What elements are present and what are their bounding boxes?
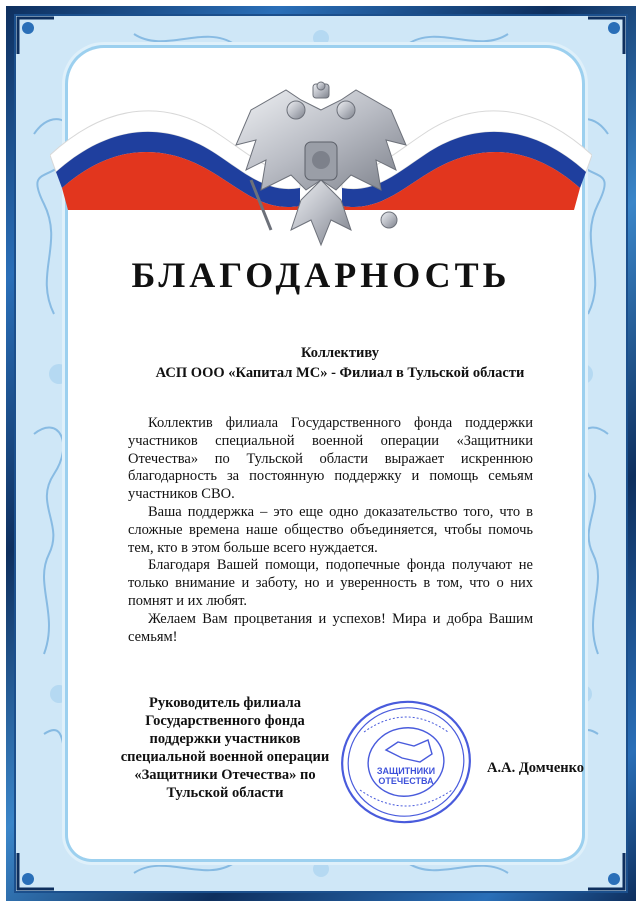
corner-ornament-top-right (582, 14, 628, 60)
signer-role-line: специальной военной операции (120, 749, 330, 765)
stamp-text-line-2: ОТЕЧЕСТВА (378, 776, 434, 786)
signer-name: А.А. Домченко (487, 760, 585, 776)
body-paragraphs (128, 415, 533, 646)
signer-role-line: «Защитники Отечества» по (134, 767, 316, 783)
signer-role-line: поддержки участников (149, 731, 301, 747)
signer-role (110, 694, 340, 802)
paragraph-2: Ваша поддержка – это еще одно доказательство того, что в сложные времена наше общество объединяется, чтобы помочь тем, кто в этом больше всего нуждается. (128, 503, 533, 556)
addressee-line-2: АСП ООО «Капитал МС» - Филиал в Тульской области (155, 365, 525, 381)
stamp-text-line-1: ЗАЩИТНИКИ (376, 766, 436, 776)
paragraph-3: Благодаря Вашей помощи, подопечные фонда получают не только внимание и заботу, но и уверенность в том, что о них помнят и их любят. (128, 557, 533, 609)
signer-role-line: Государственного фонда (145, 713, 305, 729)
signer-role-line: Тульской области (166, 785, 284, 801)
corner-ornament-bottom-right (582, 847, 628, 893)
signer-role-line: Руководитель филиала (148, 695, 302, 711)
document-title: БЛАГОДАРНОСТЬ (131, 255, 511, 295)
addressee-line-1: Коллективу (301, 345, 379, 361)
corner-ornament-top-left (14, 14, 60, 60)
paragraph-1: Коллектив филиала Государственного фонда поддержки участников специальной военной операции «Защитники Отечества» по Тульской области выражает искреннюю благодарность за постоянную поддержку и помощь семьям участников СВО. (128, 415, 533, 503)
double-headed-eagle-emblem-icon (231, 80, 411, 250)
corner-ornament-bottom-left (14, 847, 60, 893)
round-seal-stamp-icon (336, 692, 476, 832)
paragraph-4: Желаем Вам процветания и успехов! Мира и добра Вашим семьям! (128, 610, 533, 645)
